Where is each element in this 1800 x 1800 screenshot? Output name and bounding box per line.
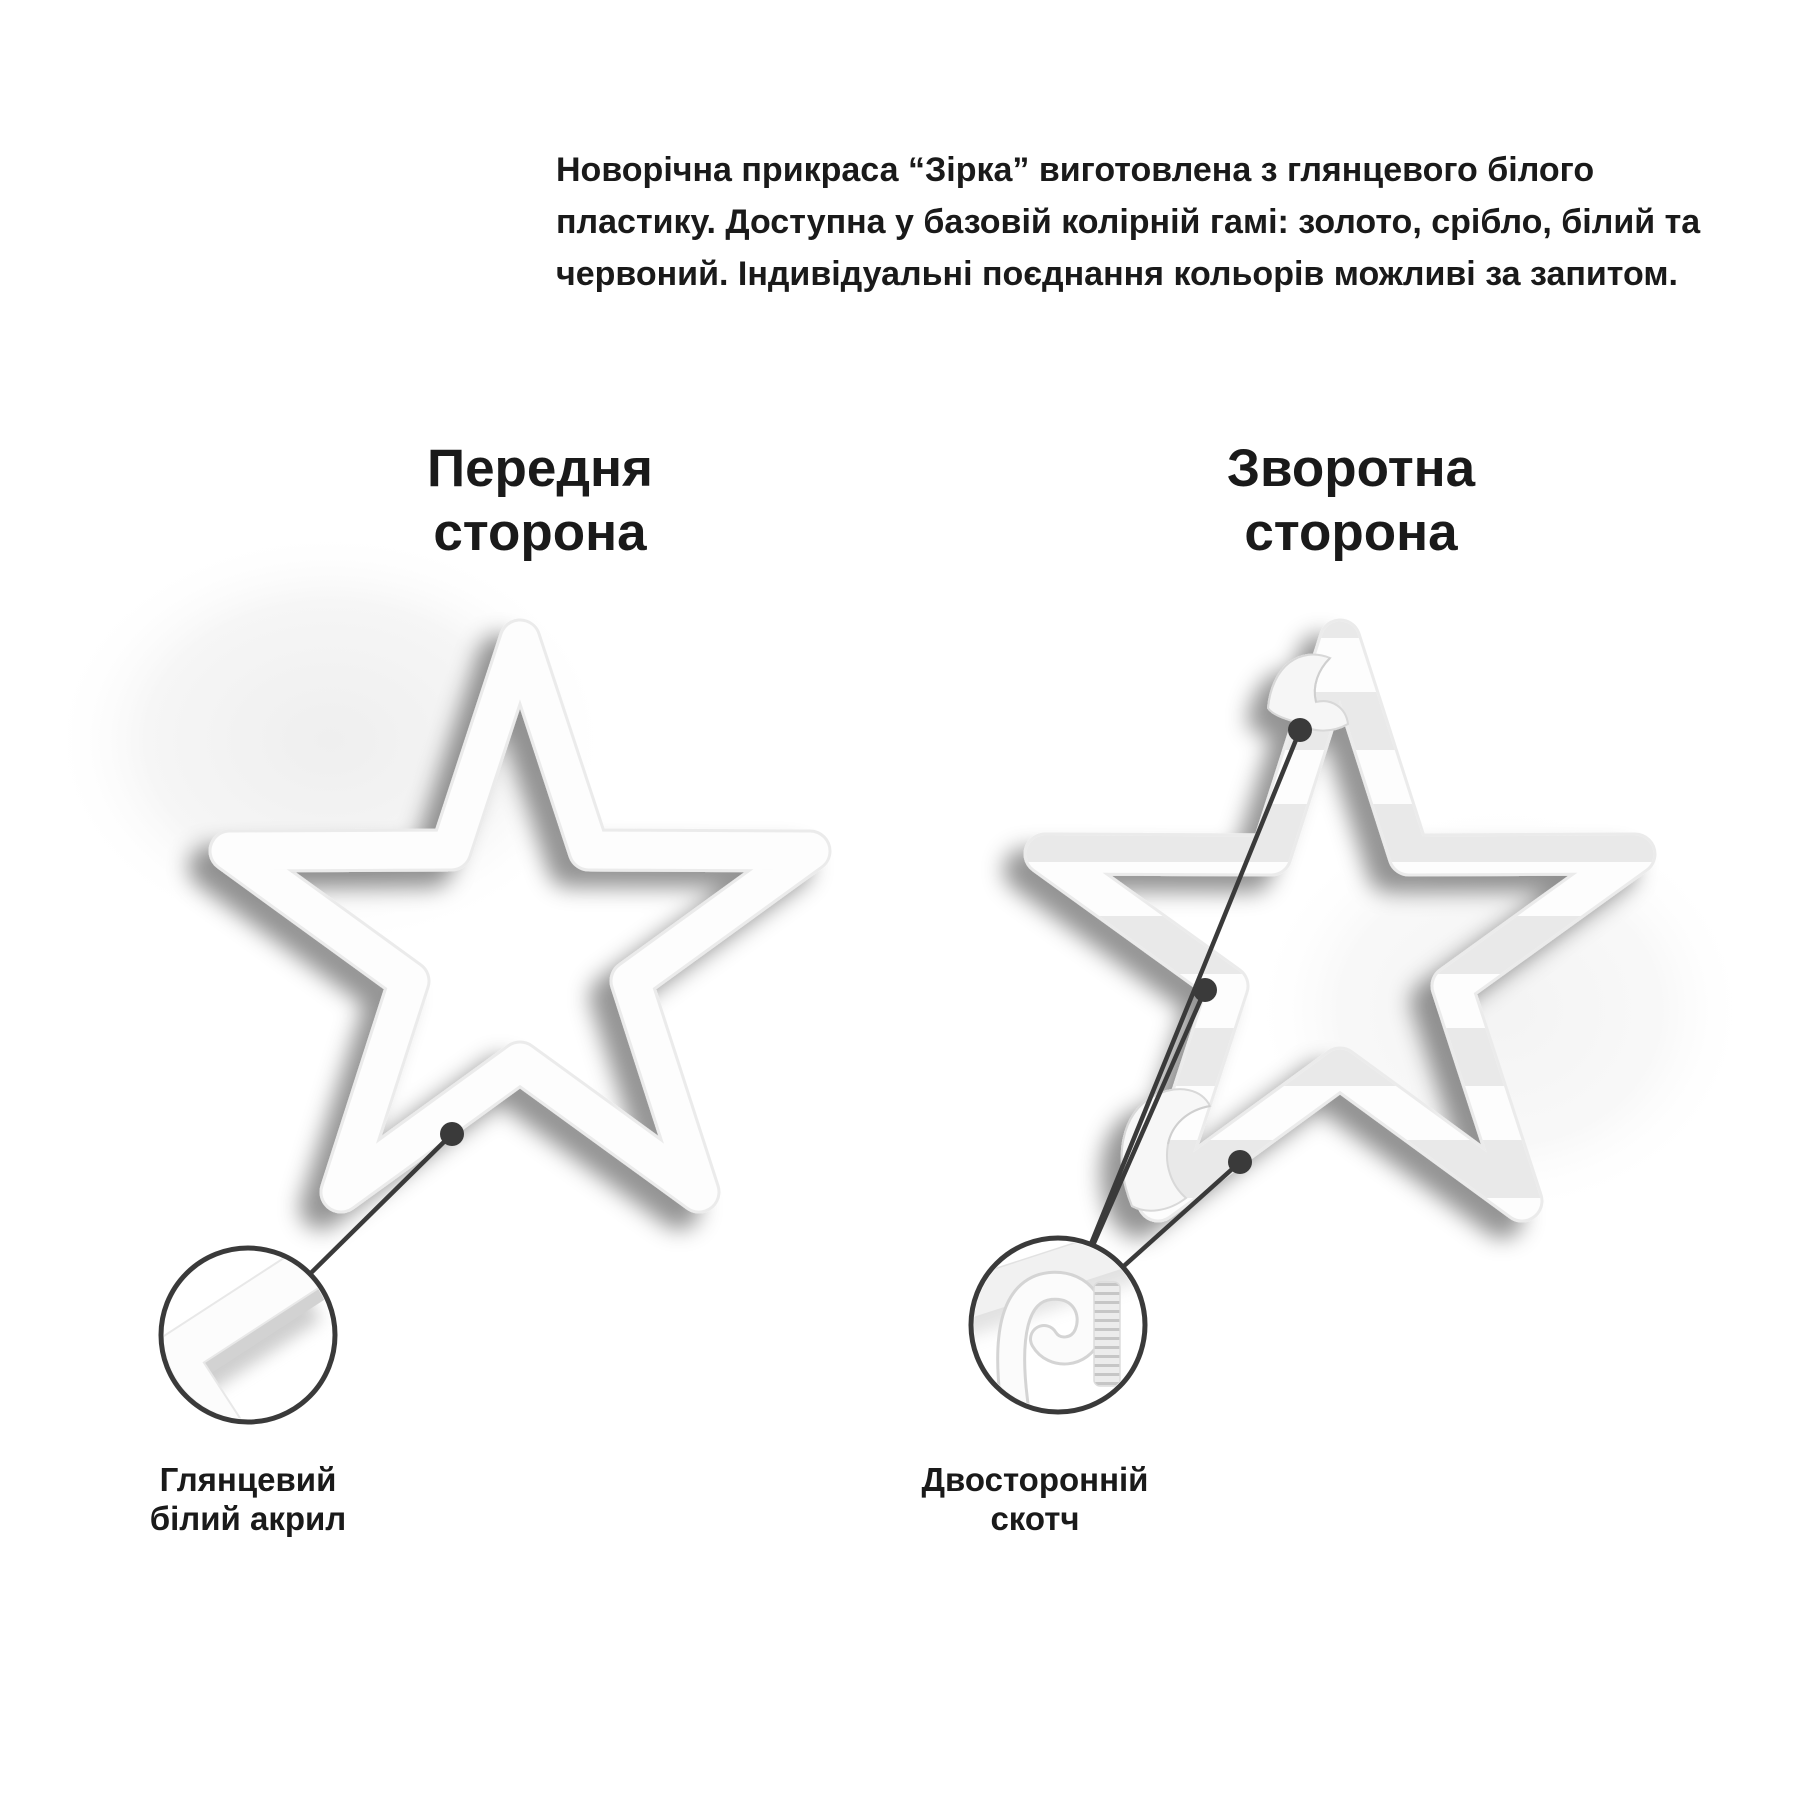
callout-dot xyxy=(1193,978,1217,1002)
front-material-label-line-1: Глянцевий xyxy=(159,1461,337,1498)
front-callout xyxy=(118,1122,464,1482)
back-tape-label-line-2: скотч xyxy=(990,1500,1080,1537)
back-side-heading-line-2: сторона xyxy=(1244,503,1458,562)
front-material-label-line-2: білий акрил xyxy=(149,1500,347,1537)
callout-dot xyxy=(1228,1150,1252,1174)
back-callout xyxy=(927,718,1312,1415)
intro-line-3: червоний. Індивідуальні поєднання кольорів можливі за запитом. xyxy=(556,255,1678,293)
background-shading xyxy=(50,530,610,950)
back-side-heading-line-1: Зворотна xyxy=(1226,439,1476,498)
intro-line-2: пластику. Доступна у базовій колірній гамі: золото, срібло, білий та xyxy=(556,203,1701,241)
back-tape-label-line-1: Двосторонній xyxy=(921,1461,1149,1498)
callout-dot xyxy=(440,1122,464,1146)
intro-line-1: Новорічна прикраса “Зірка” виготовлена з глянцевого білого xyxy=(556,151,1595,189)
back-side-heading xyxy=(1051,437,1651,565)
front-side-heading xyxy=(240,437,840,565)
front-material-label xyxy=(33,1460,463,1538)
adhesive-ribbed-strip xyxy=(1094,1282,1120,1386)
front-side-heading-line-2: сторона xyxy=(433,503,647,562)
intro-text xyxy=(556,144,1726,300)
callout-dot xyxy=(1288,718,1312,742)
front-side-heading-line-1: Передня xyxy=(426,439,653,498)
acrylic-corner-detail xyxy=(118,1244,381,1482)
back-tape-label xyxy=(820,1460,1250,1538)
